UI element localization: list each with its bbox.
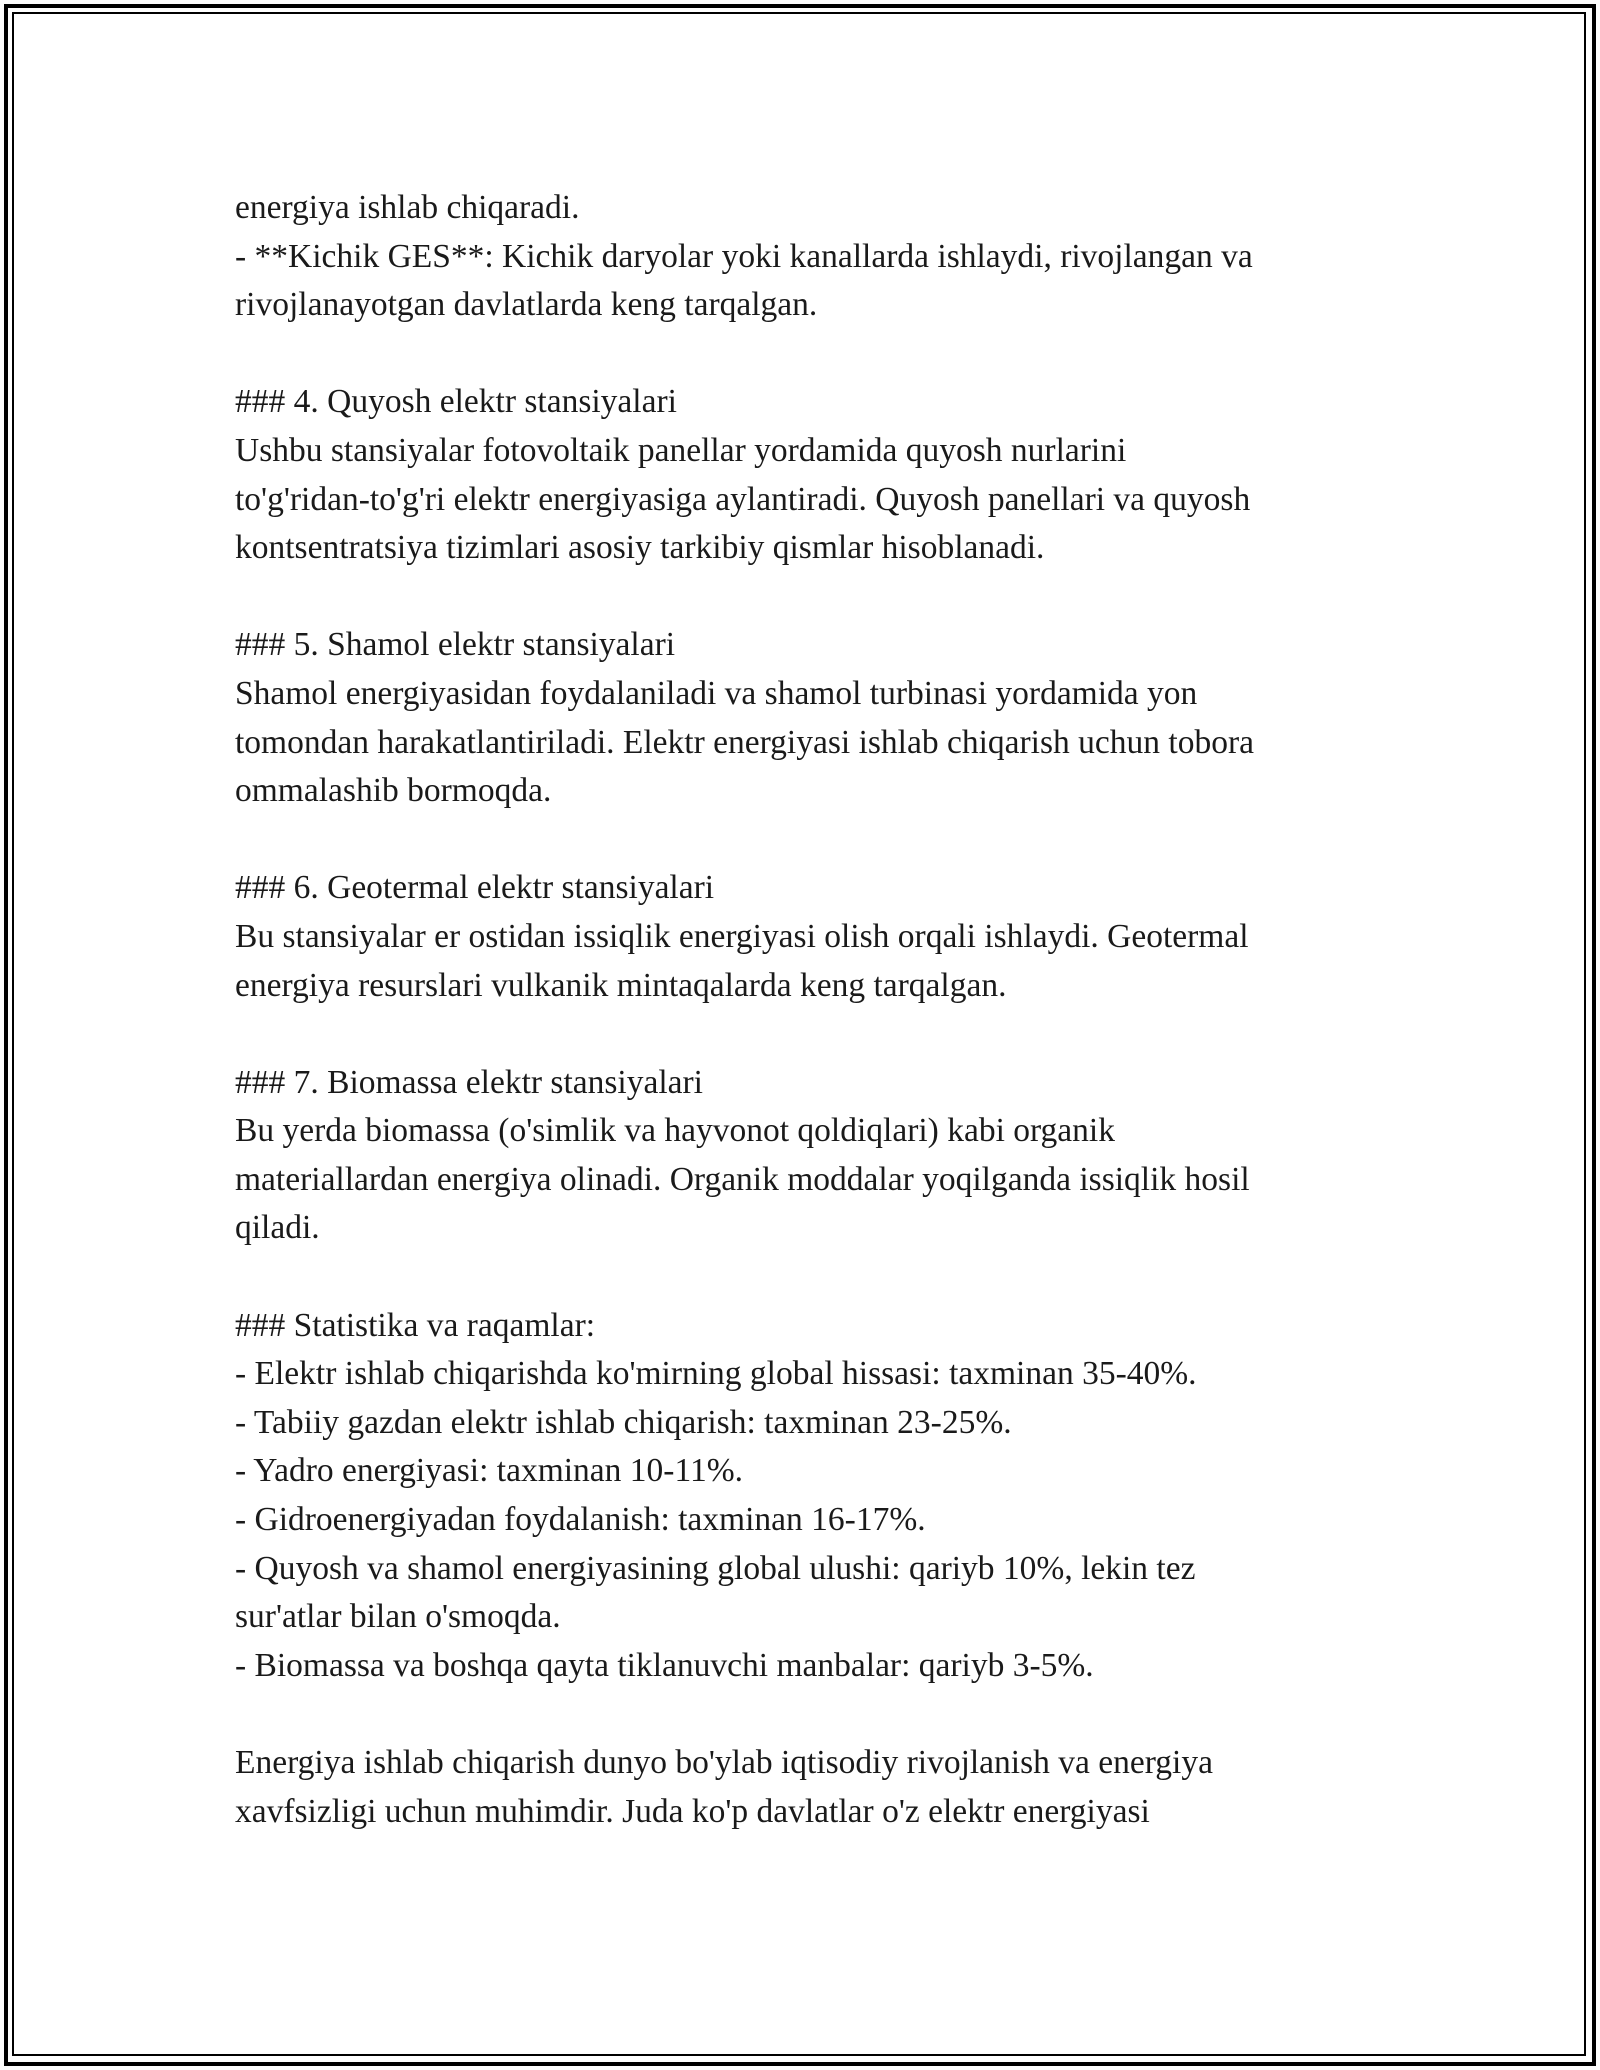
text-line: energiya resurslari vulkanik mintaqalarda keng tarqalgan. [235,966,1007,1004]
section-heading: ### 5. Shamol elektr stansiyalari [235,626,676,664]
section-heading: ### 7. Biomassa elektr stansiyalari [235,1063,703,1101]
section-geotermal [235,864,1365,1010]
section-statistika [235,1302,1365,1691]
section-heading: ### Statistika va raqamlar: [235,1306,596,1344]
text-line: Bu stansiyalar er ostidan issiqlik energiyasi olish orqali ishlaydi. Geotermal [235,917,1249,955]
text-line: Shamol energiyasidan foydalaniladi va shamol turbinasi yordamida yon [235,674,1198,712]
paragraph-gap [235,1690,1365,1739]
list-item: - Gidroenergiyadan foydalanish: taxminan 16-17%. [235,1501,926,1539]
section-heading: ### 4. Quyosh elektr stansiyalari [235,383,677,421]
section-heading: ### 6. Geotermal elektr stansiyalari [235,869,715,907]
document-body [235,184,1365,1836]
text-line: ommalashib bormoqda. [235,772,552,810]
text-line: materiallardan energiya olinadi. Organik moddalar yoqilganda issiqlik hosil [235,1160,1250,1198]
text-line: Ushbu stansiyalar fotovoltaik panellar yordamida quyosh nurlarini [235,431,1127,469]
section-quyosh [235,378,1365,572]
section-biomassa [235,1059,1365,1253]
text-line: - **Kichik GES**: Kichik daryolar yoki kanallarda ishlaydi, rivojlangan va [235,237,1253,275]
text-line: Energiya ishlab chiqarish dunyo bo'ylab iqtisodiy rivojlanish va energiya [235,1744,1213,1781]
paragraph-gap [235,1010,1365,1059]
list-item-continuation: sur'atlar bilan o'smoqda. [235,1598,561,1636]
text-line: Bu yerda biomassa (o'simlik va hayvonot qoldiqlari) kabi organik [235,1112,1115,1150]
text-line: tomondan harakatlantiriladi. Elektr energiyasi ishlab chiqarish uchun tobora [235,723,1254,761]
paragraph-gap [235,330,1365,379]
list-item: - Elektr ishlab chiqarishda ko'mirning global hissasi: taxminan 35-40%. [235,1355,1197,1393]
section-shamol [235,621,1365,815]
list-item: - Biomassa va boshqa qayta tiklanuvchi manbalar: qariyb 3-5%. [235,1646,1094,1684]
list-item: - Tabiiy gazdan elektr ishlab chiqarish: taxminan 23-25%. [235,1403,1012,1441]
paragraph-intro [235,184,1365,330]
list-item: - Quyosh va shamol energiyasining global ulushi: qariyb 10%, lekin tez [235,1549,1196,1587]
text-line: to'g'ridan-to'g'ri elektr energiyasiga aylantiradi. Quyosh panellari va quyosh [235,480,1251,518]
paragraph-gap [235,1253,1365,1302]
paragraph-conclusion [235,1739,1365,1836]
paragraph-gap [235,816,1365,865]
text-line: rivojlanayotgan davlatlarda keng tarqalgan. [235,286,818,324]
paragraph-gap [235,573,1365,622]
list-item: - Yadro energiyasi: taxminan 10-11%. [235,1452,743,1490]
text-line: energiya ishlab chiqaradi. [235,189,580,226]
text-line: xavfsizligi uchun muhimdir. Juda ko'p davlatlar o'z elektr energiyasi [235,1792,1150,1830]
text-line: qiladi. [235,1209,320,1247]
text-line: kontsentratsiya tizimlari asosiy tarkibiy qismlar hisoblanadi. [235,529,1045,567]
